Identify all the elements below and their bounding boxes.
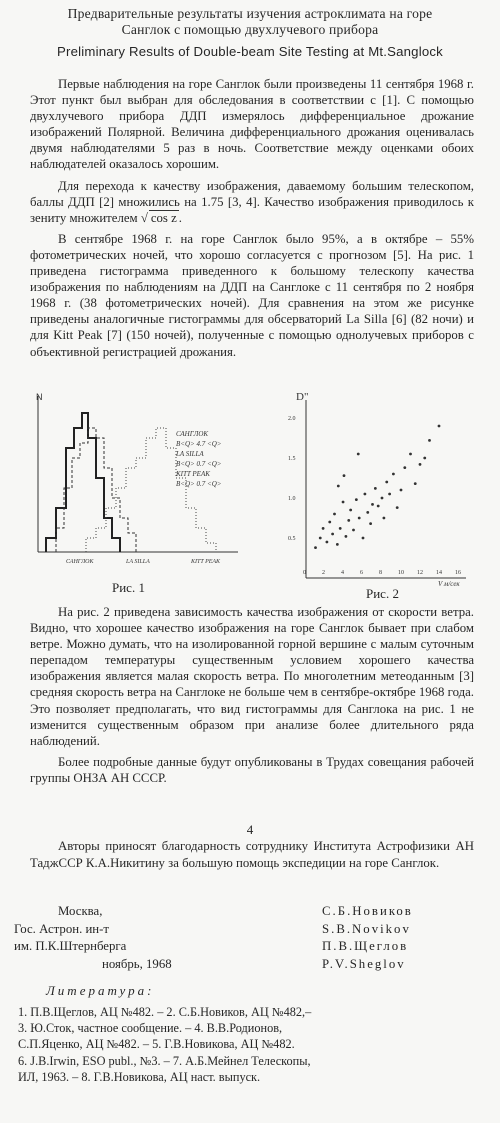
acknowledgement-text: Авторы приносят благодарность сотруднику Института Астрофизики АН ТаджССР К.А.Никитину за большую помощь экспедиции на горе Санглок. [30,839,474,870]
fig1-xlabel-sanglok: САНГЛОК [66,559,94,565]
references-list [18,1004,488,1085]
title-russian-line2: Санглок с помощью двухлучевого прибора [121,22,379,37]
fig2-point [374,487,377,490]
paragraph-2 [30,178,474,226]
fig2-point [366,511,369,514]
literature-heading: Литература: [46,983,155,998]
fig1-legend-5: KITT PEAK [176,470,210,478]
fig2-point [419,463,422,466]
fig1-xlabel-kittpeak: KITT PEAK [191,559,221,565]
fig2-y-tick: 1.5 [288,456,296,462]
author-1-en: S.B.Novikov [322,921,411,936]
reference-line: 3. Ю.Сток, частное сообщение. – 4. В.В.Родионов, [18,1021,283,1036]
affiliation-institute: Гос. Астрон. ин-т [14,921,110,936]
fig2-point [392,473,395,476]
section-number: 4 [246,822,254,837]
paragraph-3: В сентябре 1968 г. на горе Санглок было 95%, а в октябре – 55% фотометрических ночей, что хорошо согласуется с прогнозом [5]. На рис. 1 приведена гистограмма приведенного к большому телескопу качества изображения по наблюдениям на ДДП на Санглоке с 11 сентября по 2 ноября 1968 г. (38 фотометрических ночей). Для сравнения на этом же рисунке приведены аналогичные гистограммы для обсерваторий La Silla [6] (82 ночи) и для Kitt Peak [7] (150 ночей), полученные с помощью однолучевых приборов с объективной регистрацией дрожания. [30,231,474,359]
fig2-point [403,466,406,469]
fig2-point [385,481,388,484]
fig2-point [400,489,403,492]
fig2-point [357,453,360,456]
fig2-point [369,522,372,525]
reference-line: 1. П.В.Щеглов, АЦ №482. – 2. С.Б.Новиков, АЦ №482,– [18,1005,312,1019]
fig2-point [314,546,317,549]
title-russian [20,6,480,38]
author-2-en: P.V.Sheglov [322,956,406,971]
fig2-point [328,521,331,524]
fig2-point [326,541,329,544]
fig2-x-tick: 4 [341,570,344,576]
fig2-point [352,529,355,532]
fig2-point [342,501,345,504]
fig2-x-tick: 2 [322,570,325,576]
paragraph-2-text: Для перехода к качеству изображения, даваемому большим телескопом, баллы ДДП [2] множились на 1.75 [3, 4]. Качество изображения приводилось к зениту множителем [30,178,474,225]
sqrt-sign: √ [140,210,148,225]
fig1-legend-3: LA SILLA [176,450,204,458]
paragraph-4: На рис. 2 приведена зависимость качества изображения от скорости ветра. Видно, что хорошее качество изображения на горе Санглок бывает при слабом ветре. Можно думать, что на изолированной горной вершине с малым суточным перепадом температуры существенным условием хорошего качества изображения является малая скорость ветра. По многолетним метеоданным [3] средняя скорость ветра на Санглоке не больше чем в сентябре-октябре 1968 года. Это позволяет предполагать, что вид гистограммы для Санглока на рис. 1 не изменится существенным образом при анализе более длительного ряда наблюдений. [30,605,474,748]
affiliation-institute-name: им. П.К.Штернберга [14,939,127,954]
fig2-point [336,543,339,546]
fig2-point [423,457,426,460]
fig2-point [343,474,346,477]
fig2-x-tick: 12 [417,570,423,576]
author-2-ru: П.В.Щеглов [322,939,409,954]
fig2-point [428,439,431,442]
title-english: Preliminary Results of Double-beam Site Testing at Mt.Sanglock [57,44,443,59]
fig2-y-label: D" [296,391,309,403]
fig2-x-tick: 16 [455,570,461,576]
sqrt-expression: cos z [150,210,177,225]
results-text [30,604,474,786]
affiliation-date: ноябрь, 1968 [102,956,172,971]
paragraph-1: Первые наблюдения на горе Санглок были произведены 11 сентября 1968 г. Этот пункт был выбран для обследования в соответствии с [1]. С помощью двухлучевого прибора ДДП измерялось дифференциальное дрожание изображений Полярной. Величина дифференциального дрожания оценивалась двумя наблюдателями 5 раз в ночь. Соответствие между оценками обоих наблюдателей оказалось хорошим. [30,77,474,172]
fig2-point [333,513,336,516]
fig2-point [362,537,365,540]
title-russian-line1: Предварительные результаты изучения астроклимата на горе [67,6,433,21]
paragraph-2-end: . [178,210,182,225]
fig1-legend-4: B<Q> 0.7 <Q> [176,460,222,468]
fig2-point [322,527,325,530]
fig2-point [364,493,367,496]
fig2-y-tick: 0.5 [288,536,296,542]
figures-area [26,388,482,602]
fig2-x-tick: 0 [303,570,306,576]
fig2-point [331,533,334,536]
authors-block [322,903,492,973]
reference-line: С.П.Яценко, АЦ №482. – 5. Г.В.Новикова, АЦ №482. [18,1037,295,1052]
fig2-point [347,519,350,522]
fig2-point [345,535,348,538]
fig2-point [319,537,322,540]
fig2-point [355,498,358,501]
fig2-scatter [288,391,466,601]
affiliation-city: Москва, [58,904,103,918]
paragraph-5: Более подробные данные будут опубликованы в Трудах совещания рабочей группы ОНЗА АН СССР. [30,754,474,785]
fig1-sanglok-series [46,413,120,552]
fig2-x-tick: 8 [379,570,382,576]
reference-line: 6. J.B.Irwin, ESO publ., №3. – 7. А.Б.Мейнел Телескопы, [18,1053,311,1068]
fig2-point [409,453,412,456]
fig1-legend-1: САНГЛОК [176,430,209,438]
fig2-point [339,527,342,530]
fig2-x-tick: 14 [436,570,442,576]
affiliation-block [14,903,234,973]
fig2-points [314,425,440,549]
fig1-legend-6: B<Q> 0.7 <Q> [176,480,222,488]
fig2-point [438,425,441,428]
fig2-point [337,485,340,488]
fig2-point [383,517,386,520]
acknowledgement [30,838,474,871]
fig2-point [381,497,384,500]
fig2-point [377,505,380,508]
fig1-y-label: N [36,392,43,402]
author-1-ru: С.Б.Новиков [322,904,413,918]
fig2-ticks [288,416,461,576]
fig1-histogram [36,392,238,595]
fig2-y-tick: 2.0 [288,416,296,422]
fig2-y-tick: 1.0 [288,496,296,502]
intro-text [30,76,474,360]
fig2-x-label: V м/сек [438,580,460,588]
fig2-point [388,493,391,496]
fig2-x-tick: 6 [360,570,363,576]
fig2-point [371,503,374,506]
fig2-point [349,509,352,512]
fig1-legend-2: B<Q> 4.7 <Q> [176,440,222,448]
fig1-xlabel-lasilla: LA SILLA [126,559,150,565]
fig2-point [358,517,361,520]
fig2-point [414,482,417,485]
fig1-caption: Рис. 1 [112,580,145,595]
fig2-caption: Рис. 2 [366,586,399,601]
fig2-x-tick: 10 [398,570,404,576]
reference-line: ИЛ, 1963. – 8. Г.В.Новикова, АЦ наст. выпуск. [18,1069,261,1084]
fig2-point [396,506,399,509]
figures-svg [26,388,482,602]
